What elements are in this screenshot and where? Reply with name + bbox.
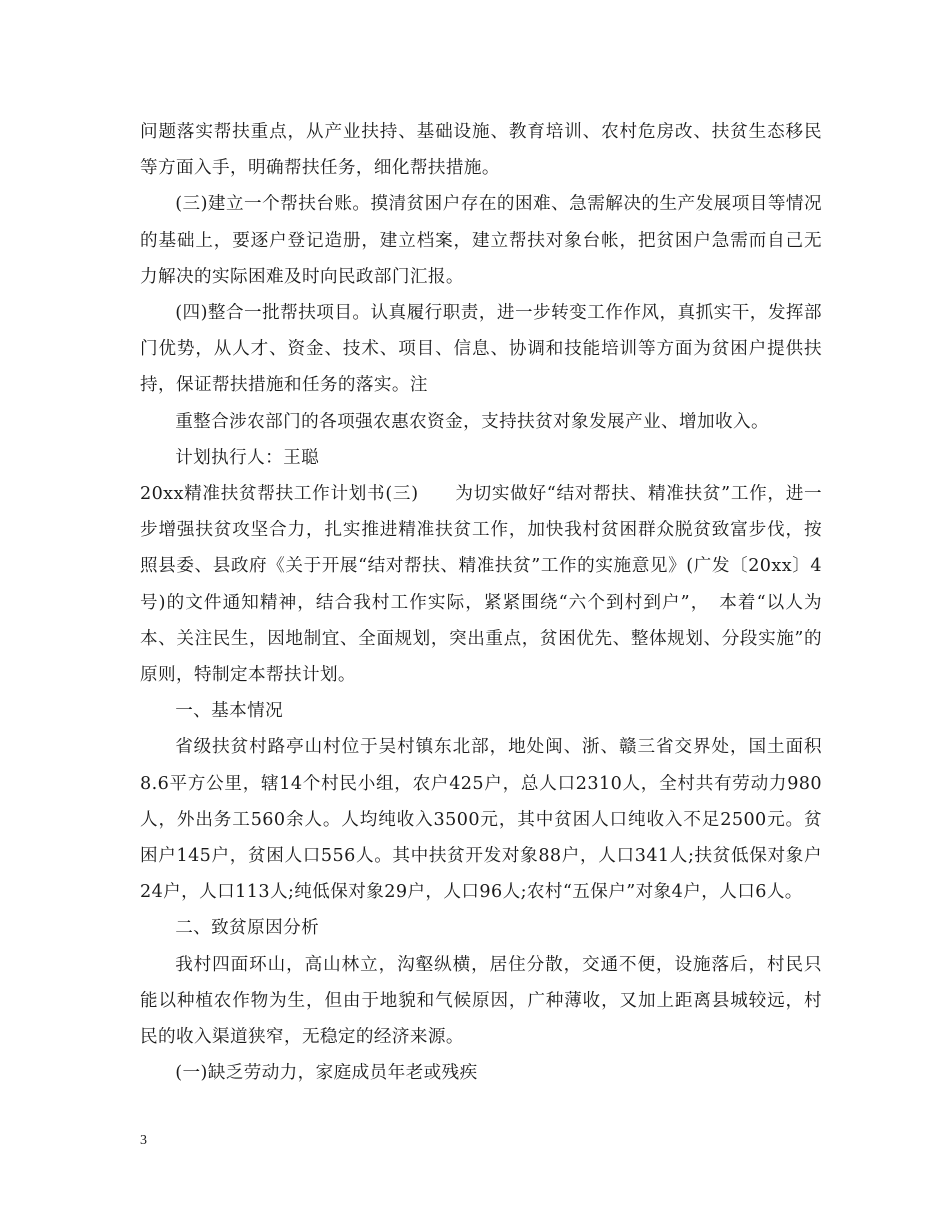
paragraph-poverty-causes: 我村四面环山，高山林立，沟壑纵横，居住分散，交通不便，设施落后，村民只能以种植农作物为生，但由于地貌和气候原因，广种薄收，又加上距离县城较远，村民的收入渠道狭窄，无稳定的经济来源。 xyxy=(140,954,822,1048)
subheading-lack-of-labor: (一)缺乏劳动力，家庭成员年老或残疾 xyxy=(175,1063,478,1084)
page-number: 3 xyxy=(140,1133,147,1148)
heading-poverty-causes: 二、致贫原因分析 xyxy=(175,918,320,939)
paragraph-2: (三)建立一个帮扶台账。摸清贫困户存在的困难、急需解决的生产发展项目等情况的基础上，要逐户登记造册，建立档案，建立帮扶对象台帐，把贫困户急需而自己无力解决的实际困难及时向民政部门汇报。 xyxy=(140,194,822,287)
section-title-paragraph: 20xx精准扶贫帮扶工作计划书(三) 为切实做好“结对帮扶、精准扶贫”工作，进一步增强扶贫攻坚合力，扎实推进精准扶贫工作，加快我村贫困群众脱贫致富步伐，按照县委、县政府《关于开展“结对帮扶、精准扶贫”工作的实施意见》(广发〔20xx〕4号)的文件通知精神，结合我村工作实际，紧紧围绕“六个到村到户”， 本着“以人为本、关注民生，因地制宜、全面规划，突出重点，贫困优先、整体规划、分段实施”的原则，特制定本帮扶计划。 xyxy=(140,484,822,686)
plan-executor: 计划执行人：王聪 xyxy=(175,447,320,468)
paragraph-3: (四)整合一批帮扶项目。认真履行职责，进一步转变工作作风，真抓实干，发挥部门优势，从人才、资金、技术、项目、信息、协调和技能培训等方面为贫困户提供扶持，保证帮扶措施和任务的落实。注 xyxy=(140,303,822,396)
document-body xyxy=(140,114,822,1091)
paragraph-4: 重整合涉农部门的各项强农惠农资金，支持扶贫对象发展产业、增加收入。 xyxy=(175,411,769,432)
paragraph-1: 问题落实帮扶重点，从产业扶持、基础设施、教育培训、农村危房改、扶贫生态移民等方面入手，明确帮扶任务，细化帮扶措施。 xyxy=(140,122,822,179)
paragraph-basic-situation: 省级扶贫村路亭山村位于吴村镇东北部，地处闽、浙、赣三省交界处，国土面积8.6平方公里，辖14个村民小组，农户425户，总人口2310人，全村共有劳动力980人，外出务工560余人。人均纯收入3500元，其中贫困人口纯收入不足2500元。贫困户145户，贫困人口556人。其中扶贫开发对象88户，人口341人;扶贫低保对象户24户，人口113人;纯低保对象29户，人口96人;农村“五保户”对象4户，人口6人。 xyxy=(140,737,822,903)
heading-basic-situation: 一、基本情况 xyxy=(175,701,284,722)
